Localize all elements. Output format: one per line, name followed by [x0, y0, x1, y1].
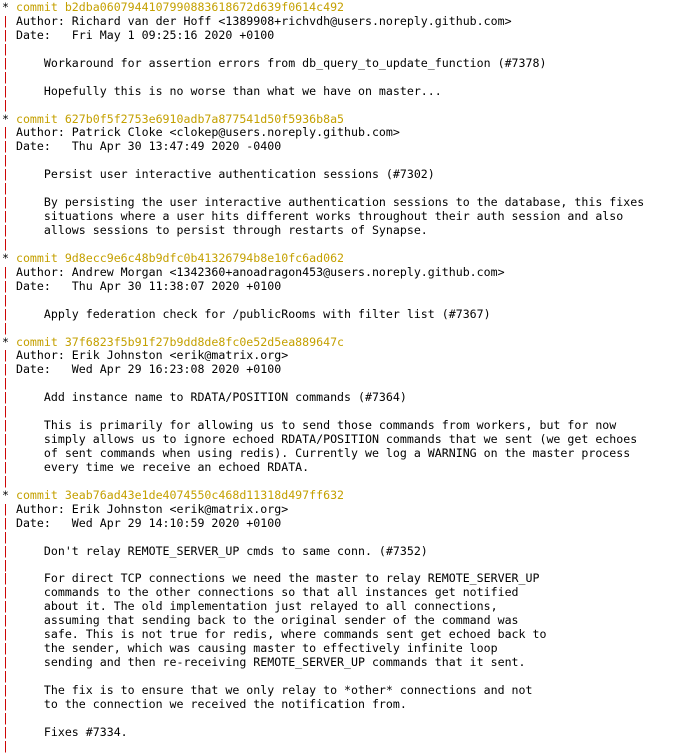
graph-pipe: |	[2, 696, 44, 711]
log-line	[2, 266, 692, 280]
graph-pipe: |	[2, 13, 16, 28]
graph-pipe: |	[2, 710, 9, 725]
log-line	[2, 726, 692, 740]
log-line	[2, 154, 692, 168]
graph-node: *	[2, 0, 16, 14]
commit-message-line: Apply federation check for /publicRooms with filter list (#7367)	[43, 306, 491, 321]
commit-message-line: Persist user interactive authentication sessions (#7302)	[43, 167, 435, 182]
commit-hash: commit 37f6823f5b91f27b9dd8de8fc0e52d5ea889647c	[15, 334, 345, 349]
commit-hash: commit 3eab76ad43e1de4074550c468d11318d497ff632	[15, 487, 345, 502]
commit-message-line: safe. This is not true for redis, where commands sent get echoed back to	[43, 627, 547, 642]
commit-message-line: Add instance name to RDATA/POSITION commands (#7364)	[43, 390, 407, 405]
graph-pipe: |	[2, 139, 16, 154]
log-line	[2, 377, 692, 391]
log-line	[2, 656, 692, 670]
graph-pipe: |	[2, 613, 44, 628]
log-line	[2, 433, 692, 447]
commit-author: Author: Richard van der Hoff <1389908+richvdh@users.noreply.github.com>	[15, 13, 512, 28]
graph-pipe: |	[2, 432, 44, 447]
log-line	[2, 545, 692, 559]
commit-message-line: The fix is to ensure that we only relay to *other* connections and not	[43, 682, 533, 697]
log-line	[2, 280, 692, 294]
graph-pipe: |	[2, 195, 44, 210]
commit-date: Date: Thu Apr 30 13:47:49 2020 -0400	[15, 139, 282, 154]
commit-message-line: Fixes #7334.	[43, 724, 128, 739]
log-line	[2, 517, 692, 531]
commit-message-line: simply allows us to ignore echoed RDATA/POSITION commands that we sent (we get echoes	[43, 432, 638, 447]
log-line	[2, 29, 692, 43]
commit-message-line: every time we receive an echoed RDATA.	[43, 459, 310, 474]
log-line	[2, 99, 692, 113]
commit-message-line: to the connection we received the notification from.	[43, 696, 407, 711]
commit-date: Date: Thu Apr 30 11:38:07 2020 +0100	[15, 278, 282, 293]
graph-pipe: |	[2, 418, 44, 433]
graph-pipe: |	[2, 236, 9, 251]
commit-message-line: Don't relay REMOTE_SERVER_UP cmds to same conn. (#7352)	[43, 543, 428, 558]
log-line	[2, 238, 692, 252]
log-line	[2, 586, 692, 600]
graph-pipe: |	[2, 515, 16, 530]
graph-pipe: |	[2, 543, 44, 558]
graph-pipe: |	[2, 55, 44, 70]
graph-pipe: |	[2, 627, 44, 642]
log-line	[2, 140, 692, 154]
graph-pipe: |	[2, 223, 44, 237]
commit-hash: commit 627b0f5f2753e6910adb7a877541d50f5936b8a5	[15, 111, 345, 126]
graph-pipe: |	[2, 459, 44, 474]
log-line	[2, 475, 692, 489]
graph-pipe: |	[2, 125, 16, 140]
log-line	[2, 628, 692, 642]
log-line	[2, 349, 692, 363]
graph-pipe: |	[2, 209, 44, 224]
graph-pipe: |	[2, 41, 9, 56]
graph-pipe: |	[2, 446, 44, 460]
log-line	[2, 447, 692, 461]
log-line	[2, 196, 692, 210]
log-line	[2, 531, 692, 545]
graph-pipe: |	[2, 348, 16, 363]
graph-pipe: |	[2, 599, 44, 614]
graph-pipe: |	[2, 669, 9, 683]
log-line	[2, 391, 692, 405]
log-line	[2, 57, 692, 71]
graph-pipe: |	[2, 682, 44, 697]
log-line	[2, 322, 692, 336]
graph-node: *	[2, 250, 16, 265]
log-line	[2, 224, 692, 238]
graph-pipe: |	[2, 529, 9, 544]
graph-pipe: |	[2, 167, 44, 182]
log-line	[2, 336, 692, 350]
graph-pipe: |	[2, 292, 9, 307]
log-line	[2, 43, 692, 57]
commit-author: Author: Patrick Cloke <clokep@users.noreply.github.com>	[15, 125, 400, 140]
graph-pipe: |	[2, 473, 9, 488]
graph-pipe: |	[2, 376, 9, 391]
graph-pipe: |	[2, 655, 44, 670]
graph-pipe: |	[2, 278, 16, 293]
commit-message-line: about it. The old implementation just relayed to all connections,	[43, 599, 498, 614]
commit-date: Date: Wed Apr 29 14:10:59 2020 +0100	[15, 515, 282, 530]
commit-message-line: commands to the other connections so that all instances get notified	[43, 585, 519, 600]
graph-pipe: |	[2, 641, 44, 656]
graph-pipe: |	[2, 738, 9, 753]
log-line	[2, 294, 692, 308]
log-line	[2, 740, 692, 754]
commit-message-line: of sent commands when using redis). Currently we log a WARNING on the master process	[43, 446, 631, 460]
graph-pipe: |	[2, 404, 9, 419]
log-line	[2, 642, 692, 656]
graph-pipe: |	[2, 181, 9, 196]
log-line	[2, 503, 692, 517]
commit-author: Author: Andrew Morgan <1342360+anoadragon453@users.noreply.github.com>	[15, 264, 505, 279]
commit-message-line: the sender, which was causing master to effectively infinite loop	[43, 641, 498, 656]
graph-pipe: |	[2, 83, 44, 98]
log-line	[2, 1, 692, 15]
commit-message-line: allows sessions to persist through restarts of Synapse.	[43, 223, 428, 237]
log-line	[2, 614, 692, 628]
commit-date: Date: Wed Apr 29 16:23:08 2020 +0100	[15, 362, 282, 377]
log-line	[2, 168, 692, 182]
commit-message-line: For direct TCP connections we need the master to relay REMOTE_SERVER_UP	[43, 571, 540, 586]
graph-pipe: |	[2, 320, 9, 335]
commit-hash: commit b2dba0607944107990883618672d639f0614c492	[15, 0, 345, 14]
graph-node: *	[2, 111, 16, 126]
commit-message-line: Workaround for assertion errors from db_query_to_update_function (#7378)	[43, 55, 547, 70]
graph-pipe: |	[2, 362, 16, 377]
graph-pipe: |	[2, 390, 44, 405]
log-line	[2, 126, 692, 140]
log-line	[2, 363, 692, 377]
log-line	[2, 712, 692, 726]
commit-message-line: By persisting the user interactive authentication sessions to the database, this fixes	[43, 195, 645, 210]
graph-pipe: |	[2, 97, 9, 112]
log-line	[2, 308, 692, 322]
commit-message-line: sending and then re-receiving REMOTE_SERVER_UP commands that it sent.	[43, 655, 526, 670]
graph-pipe: |	[2, 724, 44, 739]
log-line	[2, 670, 692, 684]
log-line	[2, 572, 692, 586]
graph-pipe: |	[2, 27, 16, 42]
graph-pipe: |	[2, 69, 9, 84]
log-line	[2, 210, 692, 224]
graph-pipe: |	[2, 585, 44, 600]
log-line	[2, 600, 692, 614]
graph-pipe: |	[2, 153, 9, 168]
graph-node: *	[2, 334, 16, 349]
log-line	[2, 698, 692, 712]
log-line	[2, 113, 692, 127]
log-line	[2, 489, 692, 503]
log-line	[2, 559, 692, 573]
log-line	[2, 252, 692, 266]
log-line	[2, 419, 692, 433]
commit-message-line: This is primarily for allowing us to send those commands from workers, but for now	[43, 418, 617, 433]
commit-message-line: assuming that sending back to the original sender of the command was	[43, 613, 519, 628]
commit-hash: commit 9d8ecc9e6c48b9dfc0b41326794b8e10fc6ad062	[15, 250, 345, 265]
graph-pipe: |	[2, 264, 16, 279]
graph-node: *	[2, 487, 16, 502]
commit-message-line: Hopefully this is no worse than what we have on master...	[43, 83, 442, 98]
graph-pipe: |	[2, 557, 9, 572]
commit-author: Author: Erik Johnston <erik@matrix.org>	[15, 501, 289, 516]
graph-pipe: |	[2, 571, 44, 586]
graph-pipe: |	[2, 501, 16, 516]
log-line	[2, 85, 692, 99]
log-line	[2, 461, 692, 475]
commit-message-line: situations where a user hits different works throughout their auth session and also	[43, 209, 624, 224]
graph-pipe: |	[2, 306, 44, 321]
log-line	[2, 15, 692, 29]
log-line	[2, 182, 692, 196]
log-line	[2, 684, 692, 698]
log-line	[2, 405, 692, 419]
commit-date: Date: Fri May 1 09:25:16 2020 +0100	[15, 27, 275, 42]
log-line	[2, 71, 692, 85]
commit-author: Author: Erik Johnston <erik@matrix.org>	[15, 348, 289, 363]
